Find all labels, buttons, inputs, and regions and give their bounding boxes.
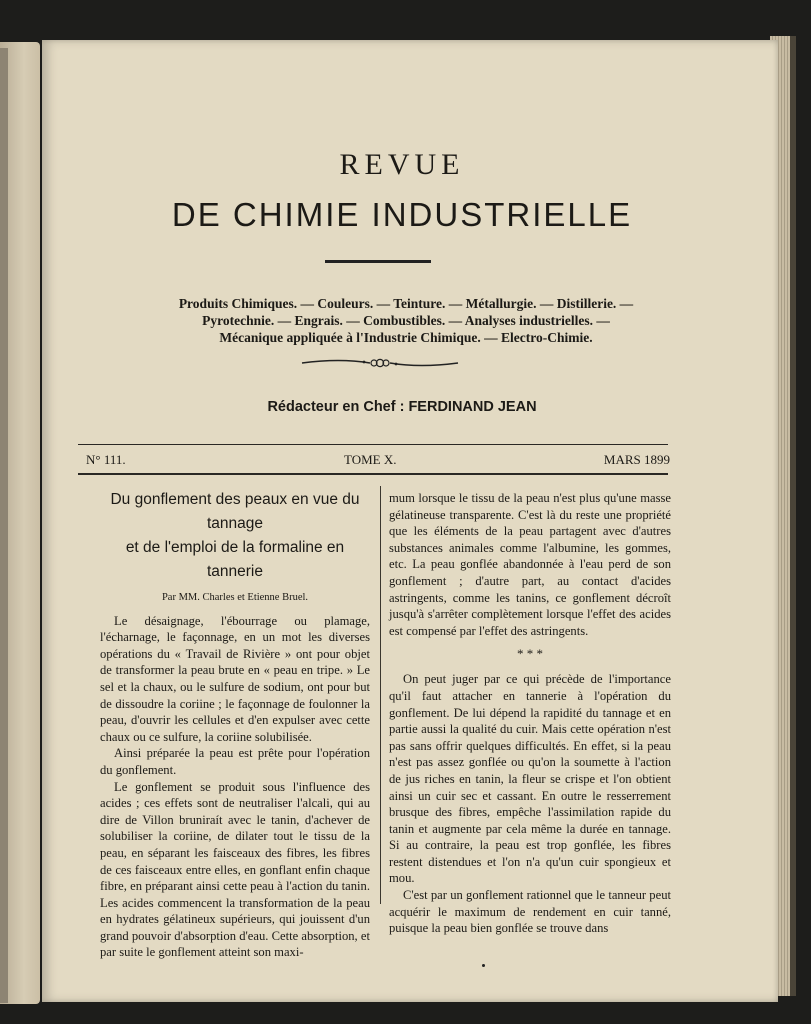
issue-info [86,452,670,470]
editor-line: Rédacteur en Chef : FERDINAND JEAN [267,399,537,415]
article-title [100,488,370,584]
asterism: * * * [517,646,543,662]
topics-line: Pyrotechnie. — Engrais. — Combustibles. — Analyses industrielles. — [202,313,610,328]
paragraph: Ainsi préparée la peau est prête pour l'opération du gonflement. [100,746,370,777]
journal-title-top: REVUE [339,148,465,181]
title-rule [325,260,431,263]
article-byline: Par MM. Charles et Etienne Bruel. [161,592,309,603]
topics-list [82,295,730,346]
article-title-line: et de l'emploi de la formaline en tannerie [125,539,345,580]
page-speck [482,964,485,967]
issue-rule-bottom [78,473,668,475]
issue-tome: TOME X. [344,452,397,467]
column-divider [380,486,381,904]
journal-page [42,40,778,1002]
article-title-line: Du gonflement des peaux en vue du tannage [110,491,360,532]
page-stack-edge [790,36,796,996]
paragraph: mum lorsque le tissu de la peau n'est plus qu'une masse gélatineuse transparente. C'est là du reste une propriété que les éléments de la peau partagent avec d'autres substances animales comme l'albumine, les gommes, etc. La peau gonflée abandonnée à l'eau perd de son gonflement ; d'autre part, au contact d'acides astringents, comme les tanins, ce gonflement décroît jusqu'à s'arrêter complètement lorsque l'effet des acides est compensé par l'effet des astringents. [389,491,671,638]
paragraph: Le désaignage, l'ébourrage ou plamage, l'écharnage, le façonnage, en un mot les diverses opérations du « Travail de Rivière » ont pour objet de transformer la peau brute en « peau en tripe. » Le sel et la chaux, ou le sulfure de sodium, ont pour but de dissoudre la coriine ; le façonnage de foulonner la peau, d'ouvrir les cellules et d'en expulser avec cette chaux ou ce sulfure, la coriine solubilisée. [100,613,370,744]
article-right-column [389,490,671,937]
ornament-flourish [300,356,460,370]
article-left-column [100,488,370,961]
issue-number: N° 111. [86,452,126,467]
left-page-shadow [0,48,8,1003]
journal-title-main: DE CHIMIE INDUSTRIELLE [171,196,633,233]
paragraph: On peut juger par ce qui précède de l'importance qu'il faut attacher en tannerie à l'opération du gonflement. De lui dépend la rapidité du tannage et en partie aussi la qualité du cuir. Mais cette opération n'est pas sans offrir quelques difficultés. En effet, si la peau n'est pas assez gonflée ou qu'on la soumette à l'action de jus riches en tanin, la fleur se crispe et l'on obtient ainsi un cuir sec et cassant. En outre le resserrement brusque des fibres, empêche l'assimilation rapide du tanin et augmente par cela même la durée en tannage. Si au contraire, la peau est trop gonflée, les fibres restent distendues et l'on n'a qu'un cuir spongieux et mou. [389,672,671,886]
issue-rule-top [78,444,668,445]
topics-line: Mécanique appliquée à l'Industrie Chimique. — Electro-Chimie. [219,330,593,345]
topics-line: Produits Chimiques. — Couleurs. — Teinture. — Métallurgie. — Distillerie. — [178,296,634,311]
paragraph: Le gonflement se produit sous l'influence des acides ; ces effets sont de neutraliser l'alcali, qui au dire de Villon bruniraít avec le tanin, d'achever de solubiliser la coriine, de dilater tout le tissu de la peau, en séparant les faisceaux des fibres, les fibres de ces faisceaux entre elles, en gonflant enfin chaque fibre, en préparant ainsi cette peau à l'action du tanin. Les acides commencent la transformation de la peau en hydrates gélatineux supérieurs, qui jouissent d'un grand pouvoir d'absorption d'eau. Cette absorption, et par suite le gonflement atteint son maxi- [100,779,370,960]
paragraph: C'est par un gonflement rationnel que le tanneur peut acquérir le maximum de rendement en cuir tanné, puisque la peau bien gonflée se trouve dans [389,888,671,936]
issue-date: MARS 1899 [603,452,670,467]
